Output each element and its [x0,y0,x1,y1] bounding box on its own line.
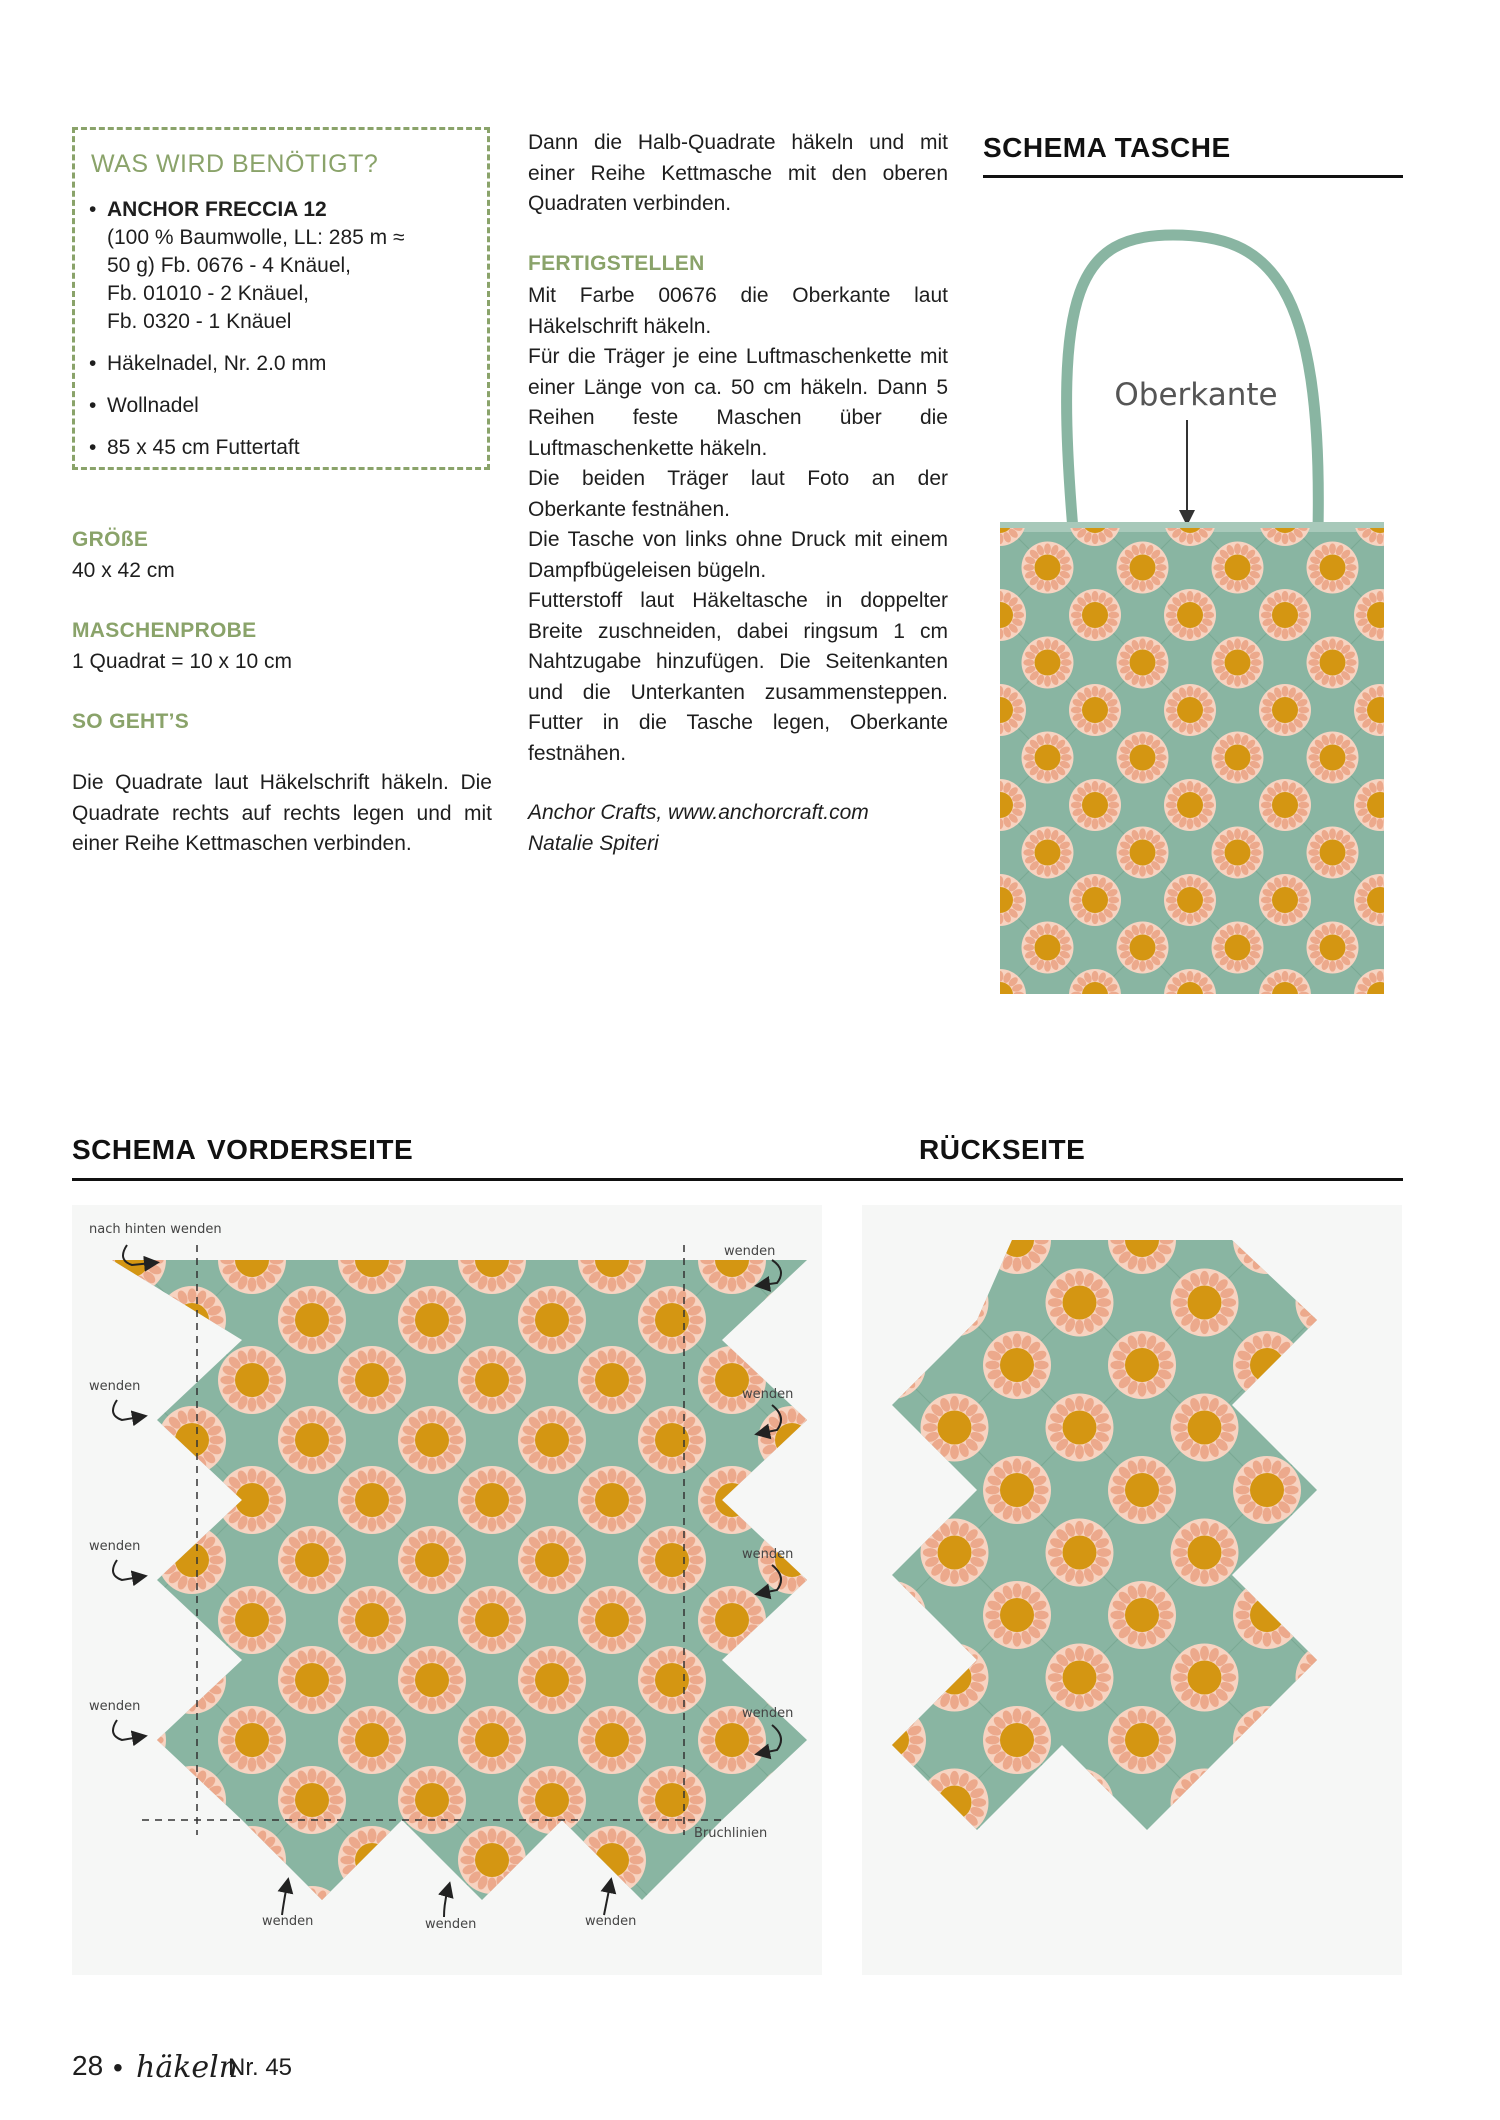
flower-motif [398,1286,466,1354]
schema-heading-rule [72,1178,1403,1181]
flower-motif [1402,827,1404,879]
flower-motif [1307,732,1359,784]
flower-motif [1212,637,1264,689]
list-item: • Häkelnadel, Nr. 2.0 mm [89,350,484,378]
flower-motif [1108,1331,1176,1399]
flower-motif [278,1766,346,1834]
flower-motif [1402,542,1404,594]
flower-motif [1212,732,1264,784]
flower-motif [1402,922,1404,974]
bag-schema-heading: SCHEMA TASCHE [983,132,1231,163]
flower-motif [1022,637,1074,689]
flower-motif [1046,1394,1114,1462]
bag-diagram [983,220,1403,1010]
flower-motif [518,1406,586,1474]
flower-motif [398,1406,466,1474]
flower-motif [218,1706,286,1774]
flower-motif [1307,542,1359,594]
gauge-value: 1 Quadrat = 10 x 10 cm [72,650,293,673]
flower-motif [1171,1644,1239,1712]
flower-motif [983,1581,1051,1649]
flower-motif [278,1646,346,1714]
yarn-title: ANCHOR FRECCIA 12 [107,198,327,221]
flower-motif [1108,1456,1176,1524]
flower-motif [1108,1706,1176,1774]
flower-motif [1164,589,1216,641]
label-wenden: wenden [89,1539,141,1554]
flower-motif [1022,827,1074,879]
flower-motif [518,1766,586,1834]
flower-motif [1046,1644,1114,1712]
flower-motif [1164,779,1216,831]
bag-heading-rule [983,175,1403,178]
howto-text: Die Quadrate laut Häkelschrift häkeln. Die Quadrate rechts auf rechts legen und mit einer Reihe Kettmaschen verbinden. [72,771,492,855]
materials-title: WAS WIRD BENÖTIGT? [91,150,379,178]
magazine-name: häkeln [136,2050,239,2085]
flower-motif [1171,1394,1239,1462]
oberkante-label: Oberkante [1114,377,1278,413]
intro-text: Dann die Halb-Quadrate häkeln und mit einer Reihe Kettmasche mit den oberen Quadraten verbinden. [528,131,948,215]
label-nach-hinten: nach hinten wenden [89,1222,222,1237]
flower-motif [638,1646,706,1714]
flower-motif [1108,1581,1176,1649]
flower-motif [1259,874,1311,926]
flower-motif [1212,542,1264,594]
flower-motif [1046,1519,1114,1587]
label-wenden: wenden [742,1706,794,1721]
label-wenden: wenden [89,1699,141,1714]
flower-motif [638,1526,706,1594]
yarn-line: Fb. 0320 - 1 Knäuel [107,310,292,333]
flower-motif [1046,1269,1114,1337]
flower-motif [1233,1456,1301,1524]
yarn-line: Fb. 01010 - 2 Knäuel, [107,282,309,305]
label-wenden: wenden [262,1914,314,1929]
flower-motif [1117,637,1169,689]
flower-motif [338,1346,406,1414]
flower-motif [1171,1519,1239,1587]
credit-source: Anchor Crafts, www.anchorcraft.com [528,801,869,824]
flower-motif [338,1586,406,1654]
issue-number: Nr. 45 [228,2054,293,2081]
finish-heading: FERTIGSTELLEN [528,252,705,275]
flower-motif [458,1706,526,1774]
page-number: 28 [72,2050,104,2081]
label-wenden: wenden [742,1387,794,1402]
flower-motif [1307,922,1359,974]
flower-motif [518,1646,586,1714]
flower-motif [1117,827,1169,879]
flower-motif [1069,779,1121,831]
back-schema-diagram [862,1205,1402,1975]
flower-motif [1259,684,1311,736]
flower-motif [398,1766,466,1834]
flower-motif [398,1526,466,1594]
finish-text: Mit Farbe 00676 die Oberkante laut Häkelschrift häkeln. Für die Träger je eine Luftmaschenkette mit einer Länge von ca. 50 cm häkeln. Dann 5 Reihen feste Maschen über die Luftmaschenkette häkeln. Die beiden Träger laut Foto an der Oberkante festnähen. Die Tasche von links ohne Druck mit einem Dampfbügeleisen bügeln. Futterstoff laut Häkeltasche in doppelter Breite zuschneiden, dabei ringsum 1 cm Nahtzugabe hinzufügen. Die Seitenkanten und die Unterkanten zusammensteppen. Futter in die Tasche legen, Oberkante festnähen. [528,284,948,765]
flower-motif [1307,637,1359,689]
flower-motif [1164,874,1216,926]
yarn-line: (100 % Baumwolle, LL: 285 m ≈ [107,226,405,249]
flower-motif [1117,542,1169,594]
gauge-heading: MASCHENPROBE [72,619,257,642]
materials-list [89,196,484,476]
flower-motif [278,1526,346,1594]
front-schema-diagram [72,1205,822,1975]
list-item: • 85 x 45 cm Futtertaft [89,434,484,462]
flower-motif [338,1706,406,1774]
flower-motif [1171,1269,1239,1337]
flower-motif [1022,542,1074,594]
flower-motif [1022,732,1074,784]
grid-line [983,520,1000,1010]
flower-motif [338,1466,406,1534]
flower-motif [1259,494,1311,546]
schema-back-heading: RÜCKSEITE [919,1134,1086,1165]
flower-motif [578,1586,646,1654]
size-heading: GRÖßE [72,528,149,551]
flower-motif [983,1331,1051,1399]
schema-front-heading-a: SCHEMA [72,1134,197,1165]
label-wenden: wenden [89,1379,141,1394]
flower-motif [578,1706,646,1774]
yarn-line: 50 g) Fb. 0676 - 4 Knäuel, [107,254,351,277]
label-bruchlinien: Bruchlinien [694,1826,768,1841]
schema-front-heading-b: VORDERSEITE [207,1134,414,1165]
label-wenden: wenden [724,1244,776,1259]
list-item: • Wollnadel [89,392,484,420]
credit-author: Natalie Spiteri [528,832,659,855]
flower-motif [638,1286,706,1354]
flower-motif [458,1586,526,1654]
flower-motif [218,1346,286,1414]
flower-motif [578,1466,646,1534]
howto-heading: SO GEHT’S [72,710,190,733]
flower-motif [518,1526,586,1594]
flower-motif [983,1706,1051,1774]
flower-motif [1402,732,1404,784]
label-wenden: wenden [585,1914,637,1929]
footer-bullet: • [113,2052,123,2083]
flower-motif [638,1766,706,1834]
flower-motif [458,1346,526,1414]
label-wenden: wenden [742,1547,794,1562]
flower-motif [578,1346,646,1414]
label-wenden: wenden [425,1917,477,1932]
list-item [89,196,484,336]
flower-motif [1259,589,1311,641]
flower-motif [1259,779,1311,831]
flower-motif [278,1406,346,1474]
flower-motif [1164,684,1216,736]
flower-motif [518,1286,586,1354]
size-value: 40 x 42 cm [72,559,175,582]
flower-motif [638,1406,706,1474]
flower-motif [1069,589,1121,641]
flower-motif [218,1586,286,1654]
flower-motif [278,1286,346,1354]
flower-motif [1402,637,1404,689]
flower-motif [1022,922,1074,974]
flower-motif [1069,874,1121,926]
flower-motif [1117,922,1169,974]
flower-motif [1212,922,1264,974]
flower-motif [1212,827,1264,879]
flower-motif [983,1456,1051,1524]
materials-box [72,127,490,470]
flower-motif [398,1646,466,1714]
flower-motif [458,1466,526,1534]
flower-motif [1069,684,1121,736]
flower-motif [1307,827,1359,879]
flower-motif [1117,732,1169,784]
